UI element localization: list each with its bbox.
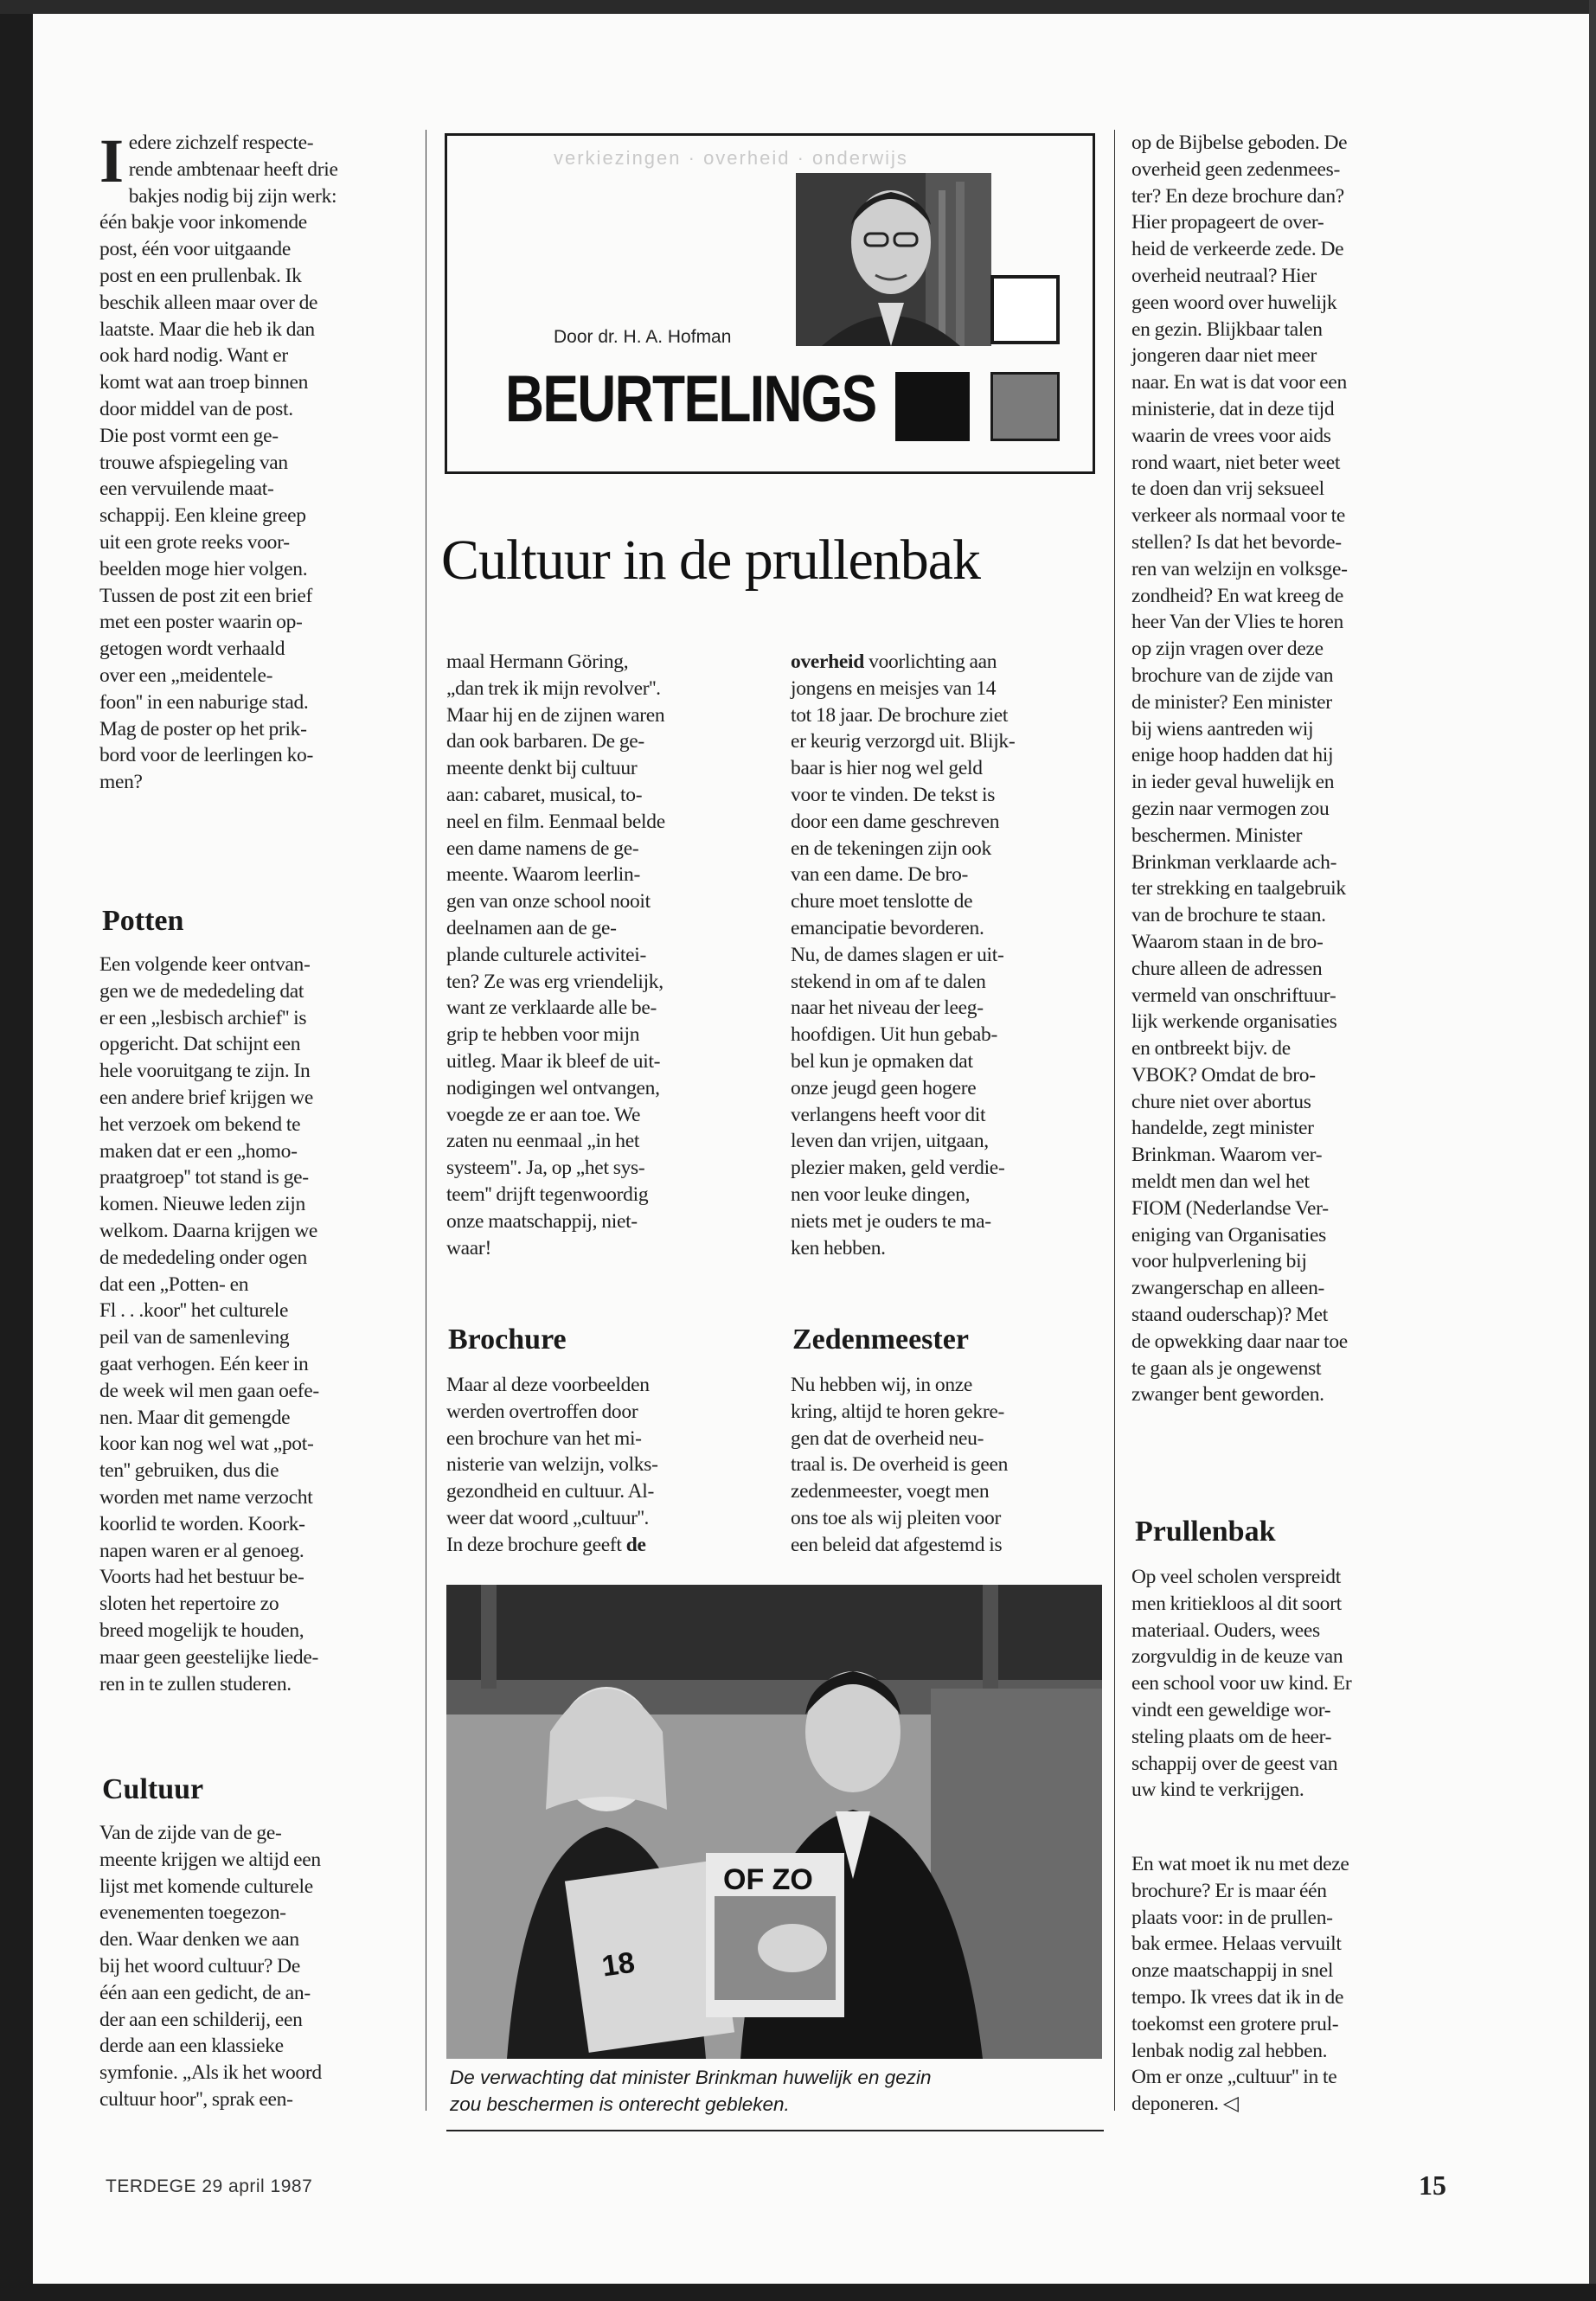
heading-cultuur: Cultuur [102,1773,204,1805]
article-title: Cultuur in de prullenbak [441,529,981,592]
heading-brochure: Brochure [448,1324,567,1356]
prullenbak-text: Op veel scholen verspreidt men kritiekloos al dit soort materiaal. Ouders, wees zorgvuldig in de keuze van een school voor uw kind. Er vindt een geweldige wor- steling plaats om de heer- schappij over de geest van uw kind te verkrijgen. [1131,1566,1352,1802]
column-4-text: op de Bijbelse geboden. De overheid geen zedenmees- ter? En deze brochure dan? Hier propageert de over- heid de verkeerde zede. De overheid neutraal? Hier geen woord over huwelijk en gezin. Blijkbaar talen jongeren daar niet meer naar. En wat is dat voor een ministerie, dat in deze tijd waarin de vrees voor aids rond waart, niet beter weet te doen dan vrij seksueel verkeer als normaal voor te stellen? Is dat het bevorde- ren van welzijn en volksge- zondheid? En wat kreeg de heer Van der Vlies te horen op zijn vragen over deze brochure van de zijde van de minister? Een minister bij wiens aantreden wij enige hoop hadden dat hij in ieder geval huwelijk en gezin naar vermogen zou beschermen. Minister Brinkman verklaarde ach- ter strekking en taalgebruik van de brochure te staan. Waarom staan in de bro- chure alleen de adressen vermeld van onschriftuur- lijk werkende organisaties en ontbreekt bijv. de VBOK? Omdat de bro- chure niet over abortus handelde, zegt minister Brinkman. Waarom ver- meldt men dan wel het FIOM (Nederlandse Ver- eniging van Organisaties voor hulpverlening bij zwangerschap en alleen- staand ouderschap)? Met de opwekking daar naar toe te gaan als je ongewenst zwanger bent geworden. [1131,131,1348,1407]
overheid-bold: overheid [791,651,865,673]
column-3-body: voorlichting aan jongens en meisjes van 14 tot 18 jaar. De brochure ziet er keurig verzorgd uit. Blijk- baar is hier nog wel geld voor te vinden. De tekst is door een dame geschreven en de tekeningen zijn ook van een dame. De bro- chure moet tenslotte de emancipatie bevorderen. Nu, de dames slagen er uit- stekend in om af te dalen naar het niveau der leeg- hoofdigen. Uit hun gebab- bel kun je opmaken dat onze jeugd geen hogere verlangens heeft voor dit leven dan vrijen, uitgaan, plezier maken, geld verdie- nen voor leuke dingen, niets met je ouders te ma- ken hebben. [791,651,1016,1259]
heading-prullenbak: Prullenbak [1135,1516,1276,1548]
faint-header-text: verkiezingen · overheid · onderwijs [554,147,908,169]
decorative-square-outline [990,275,1060,344]
cultuur-text: Van de zijde van de ge- meente krijgen we altijd een lijst met komende culturele evenementen toegezon- den. Waar denken we aan bij het woord cultuur? De één aan een gedicht, de an- der aan een schilderij, een derde aan een klassieke symfonie. „Als ik het woord cultuur hoor'', sprak een- [99,1822,322,2111]
drop-cap: I [99,126,124,195]
column-rule-3 [1114,130,1115,2111]
column-2-brochure [446,1372,758,1559]
photo-caption: De verwachting dat minister Brinkman huwelijk en gezin zou beschermen is onterecht gebleken. [450,2067,932,2115]
column-1-intro [99,126,420,796]
intro-text: edere zichzelf respecte- rende ambtenaar heeft drie bakjes nodig bij zijn werk: één bakje voor inkomende post, één voor uitgaande post en een prullenbak. Ik beschik alleen maar over de laatste. Maar die heb ik dan ook hard nodig. Want er komt wat aan troep binnen door middel van de post. Die post vormt een ge- trouwe afspiegeling van een vervuilende maat- schappij. Een kleine greep uit een grote reeks voor- beelden moge hier volgen. Tussen de post zit een brief met een poster waarin op- getogen wordt verhaald over een „meidentele- foon'' in een naburige stad. Mag de poster op het prik- bord voor de leerlingen ko- men? [99,131,338,794]
caption-rule [446,2130,1104,2131]
column-brand-title: BEURTELINGS [505,362,876,436]
photo-image [446,1585,1102,2059]
heading-zedenmeester: Zedenmeester [792,1324,969,1356]
scan-edge-top [0,0,1596,14]
potten-text: Een volgende keer ontvan- gen we de mededeling dat er een „lesbisch archief'' is opgericht. Dat schijnt een hele vooruitgang te zijn. In een andere brief krijgen we het verzoek om bekend te maken dat er een „homo- praatgroep'' tot stand is ge- komen. Nieuwe leden zijn welkom. Daarna krijgen we de mededeling onder ogen dat een „Potten- en Fl . . .koor'' het culturele peil van de samenleving gaat verhogen. Eén keer in de week wil men gaan oefe- nen. Maar dit gemengde koor kan nog wel wat „pot- ten'' gebruiken, dus die worden met name verzocht koorlid te worden. Koork- napen waren er al genoeg. Voorts had het bestuur be- sloten het repertoire zo breed mogelijk te houden, maar geen geestelijke liede- ren in te zullen studeren. [99,953,319,1695]
portrait-image [796,173,991,346]
scan-edge-left [0,0,33,2301]
scan-edge-right [1589,0,1596,2301]
closing-text: En wat moet ik nu met deze brochure? Er is maar één plaats voor: in de prullen- bak ermee. Helaas vervuilt onze maatschappij in snel tempo. Ik vrees dat ik in de toekomst een grotere prul- lenbak nodig zal hebben. Om er onze „cultuur'' in te deponeren. ◁ [1131,1853,1349,2116]
decorative-square-black [895,372,970,441]
zedenmeester-text: Nu hebben wij, in onze kring, altijd te horen gekre- gen dat de overheid neu- traal is. De overheid is geen zedenmeester, voegt men ons toe als wij pleiten voor een beleid dat afgestemd is [791,1374,1009,1556]
heading-potten: Potten [102,905,184,937]
article-photo [446,1585,1102,2059]
decorative-square-grey [990,372,1060,441]
author-byline: Door dr. H. A. Hofman [554,327,732,347]
column-3-text [791,649,1102,1261]
brochure-text: Maar al deze voorbeelden werden overtroffen door een brochure van het mi- nisterie van welzijn, volks- gezondheid en cultuur. Al- weer dat woord „cultuur''. In deze brochure geeft [446,1374,658,1556]
scan-edge-bottom [0,2284,1596,2301]
brochure-bold-word: de [625,1533,646,1556]
column-2-text: maal Hermann Göring, „dan trek ik mijn revolver''. Maar hij en de zijnen waren dan ook barbaren. De ge- meente denkt bij cultuur aan: cabaret, musical, to- neel en film. Eenmaal belde een dame namens de ge- meente. Waarom leerlin- gen van onze school nooit deelnamen aan de ge- plande culturele activitei- ten? Ze was erg vriendelijk, want ze verklaarde alle be- grip te hebben voor mijn uitleg. Maar ik bleef de uit- nodigingen wel ontvangen, voegde ze er aan toe. We zaten nu eenmaal „in het systeem''. Ja, op „het sys- teem'' drijft tegenwoordig onze maatschappij, niet- waar! [446,651,665,1259]
booklet-number: 18 [599,1945,638,1984]
author-portrait [796,173,991,346]
page-number: 15 [1419,2170,1446,2201]
publication-footer: TERDEGE 29 april 1987 [106,2176,313,2196]
booklet-title: OF ZO [723,1863,813,1896]
